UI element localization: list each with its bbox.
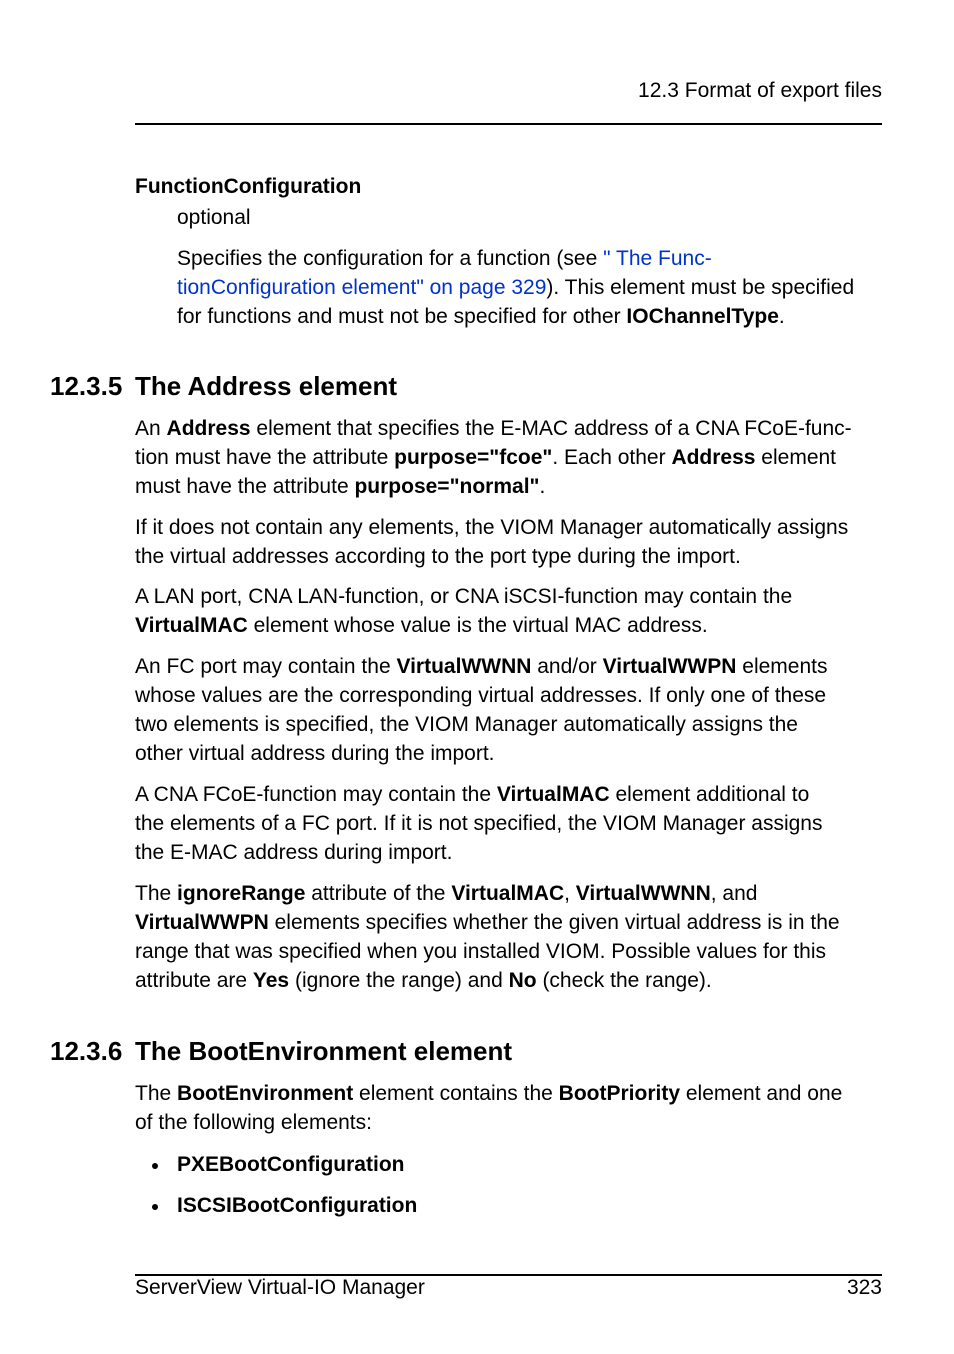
section-heading-address: [50, 371, 397, 402]
header-rule: [135, 123, 882, 125]
bullet-icon: [152, 1204, 158, 1210]
section-number: 12.3.6: [50, 1036, 123, 1066]
function-configuration-description: [177, 244, 854, 331]
text-line: for functions and must not be specified for other IOChannelType.: [177, 305, 785, 328]
text-line: two elements is specified, the VIOM Manager automatically assigns the: [135, 713, 798, 736]
list-item: PXEBootConfiguration: [177, 1153, 405, 1176]
address-paragraph-5: [135, 780, 822, 867]
text-line: attribute are Yes (ignore the range) and No (check the range).: [135, 969, 712, 992]
boot-paragraph-1: [135, 1079, 842, 1137]
text-line: range that was specified when you installed VIOM. Possible values for this: [135, 940, 827, 963]
text-line: the E-MAC address during import.: [135, 841, 453, 864]
text-line: VirtualMAC element whose value is the virtual MAC address.: [135, 614, 708, 637]
running-header: 12.3 Format of export files: [638, 79, 882, 102]
text-line: the elements of a FC port. If it is not specified, the VIOM Manager assigns: [135, 812, 823, 835]
text-line: Specifies the configuration for a function (see " The Func-: [177, 247, 712, 270]
text-line: the virtual addresses according to the port type during the import.: [135, 545, 741, 568]
text-line: tion must have the attribute purpose="fcoe". Each other Address element: [135, 446, 837, 469]
term-function-configuration: FunctionConfiguration: [135, 175, 362, 198]
bullet-icon: [152, 1163, 158, 1169]
text-line: A CNA FCoE-function may contain the VirtualMAC element additional to: [135, 783, 810, 806]
text-line: An Address element that specifies the E-MAC address of a CNA FCoE-func-: [135, 417, 852, 440]
text-line: The ignoreRange attribute of the VirtualMAC, VirtualWWNN, and: [135, 882, 758, 905]
optional-label: optional: [177, 206, 251, 229]
text-line: tionConfiguration element" on page 329). This element must be specified: [177, 276, 855, 299]
address-paragraph-1: [135, 414, 852, 501]
section-number: 12.3.5: [50, 371, 123, 401]
text-line: whose values are the corresponding virtual addresses. If only one of these: [135, 684, 827, 707]
address-paragraph-4: [135, 652, 827, 768]
cross-reference-link[interactable]: " The Func-: [603, 247, 712, 270]
text-line: A LAN port, CNA LAN-function, or CNA iSCSI-function may contain the: [135, 585, 793, 608]
text-line: other virtual address during the import.: [135, 742, 495, 765]
section-title: The BootEnvironment element: [135, 1036, 513, 1066]
text-line: VirtualWWPN elements specifies whether the given virtual address is in the: [135, 911, 840, 934]
address-paragraph-2: [135, 513, 848, 571]
section-heading-boot-environment: [50, 1036, 512, 1067]
text-line: An FC port may contain the VirtualWWNN and/or VirtualWWPN elements: [135, 655, 828, 678]
text-line: must have the attribute purpose="normal".: [135, 475, 546, 498]
footer-product-name: ServerView Virtual-IO Manager: [135, 1276, 425, 1299]
section-title: The Address element: [135, 371, 398, 401]
text-line: The BootEnvironment element contains the BootPriority element and one: [135, 1082, 843, 1105]
text-line: of the following elements:: [135, 1111, 372, 1134]
address-paragraph-3: [135, 582, 792, 640]
cross-reference-link[interactable]: tionConfiguration element" on page 329: [177, 276, 547, 299]
address-paragraph-6: [135, 879, 840, 995]
page-number: 323: [846, 1276, 882, 1299]
list-item: ISCSIBootConfiguration: [177, 1194, 418, 1217]
text-line: If it does not contain any elements, the VIOM Manager automatically assigns: [135, 516, 849, 539]
